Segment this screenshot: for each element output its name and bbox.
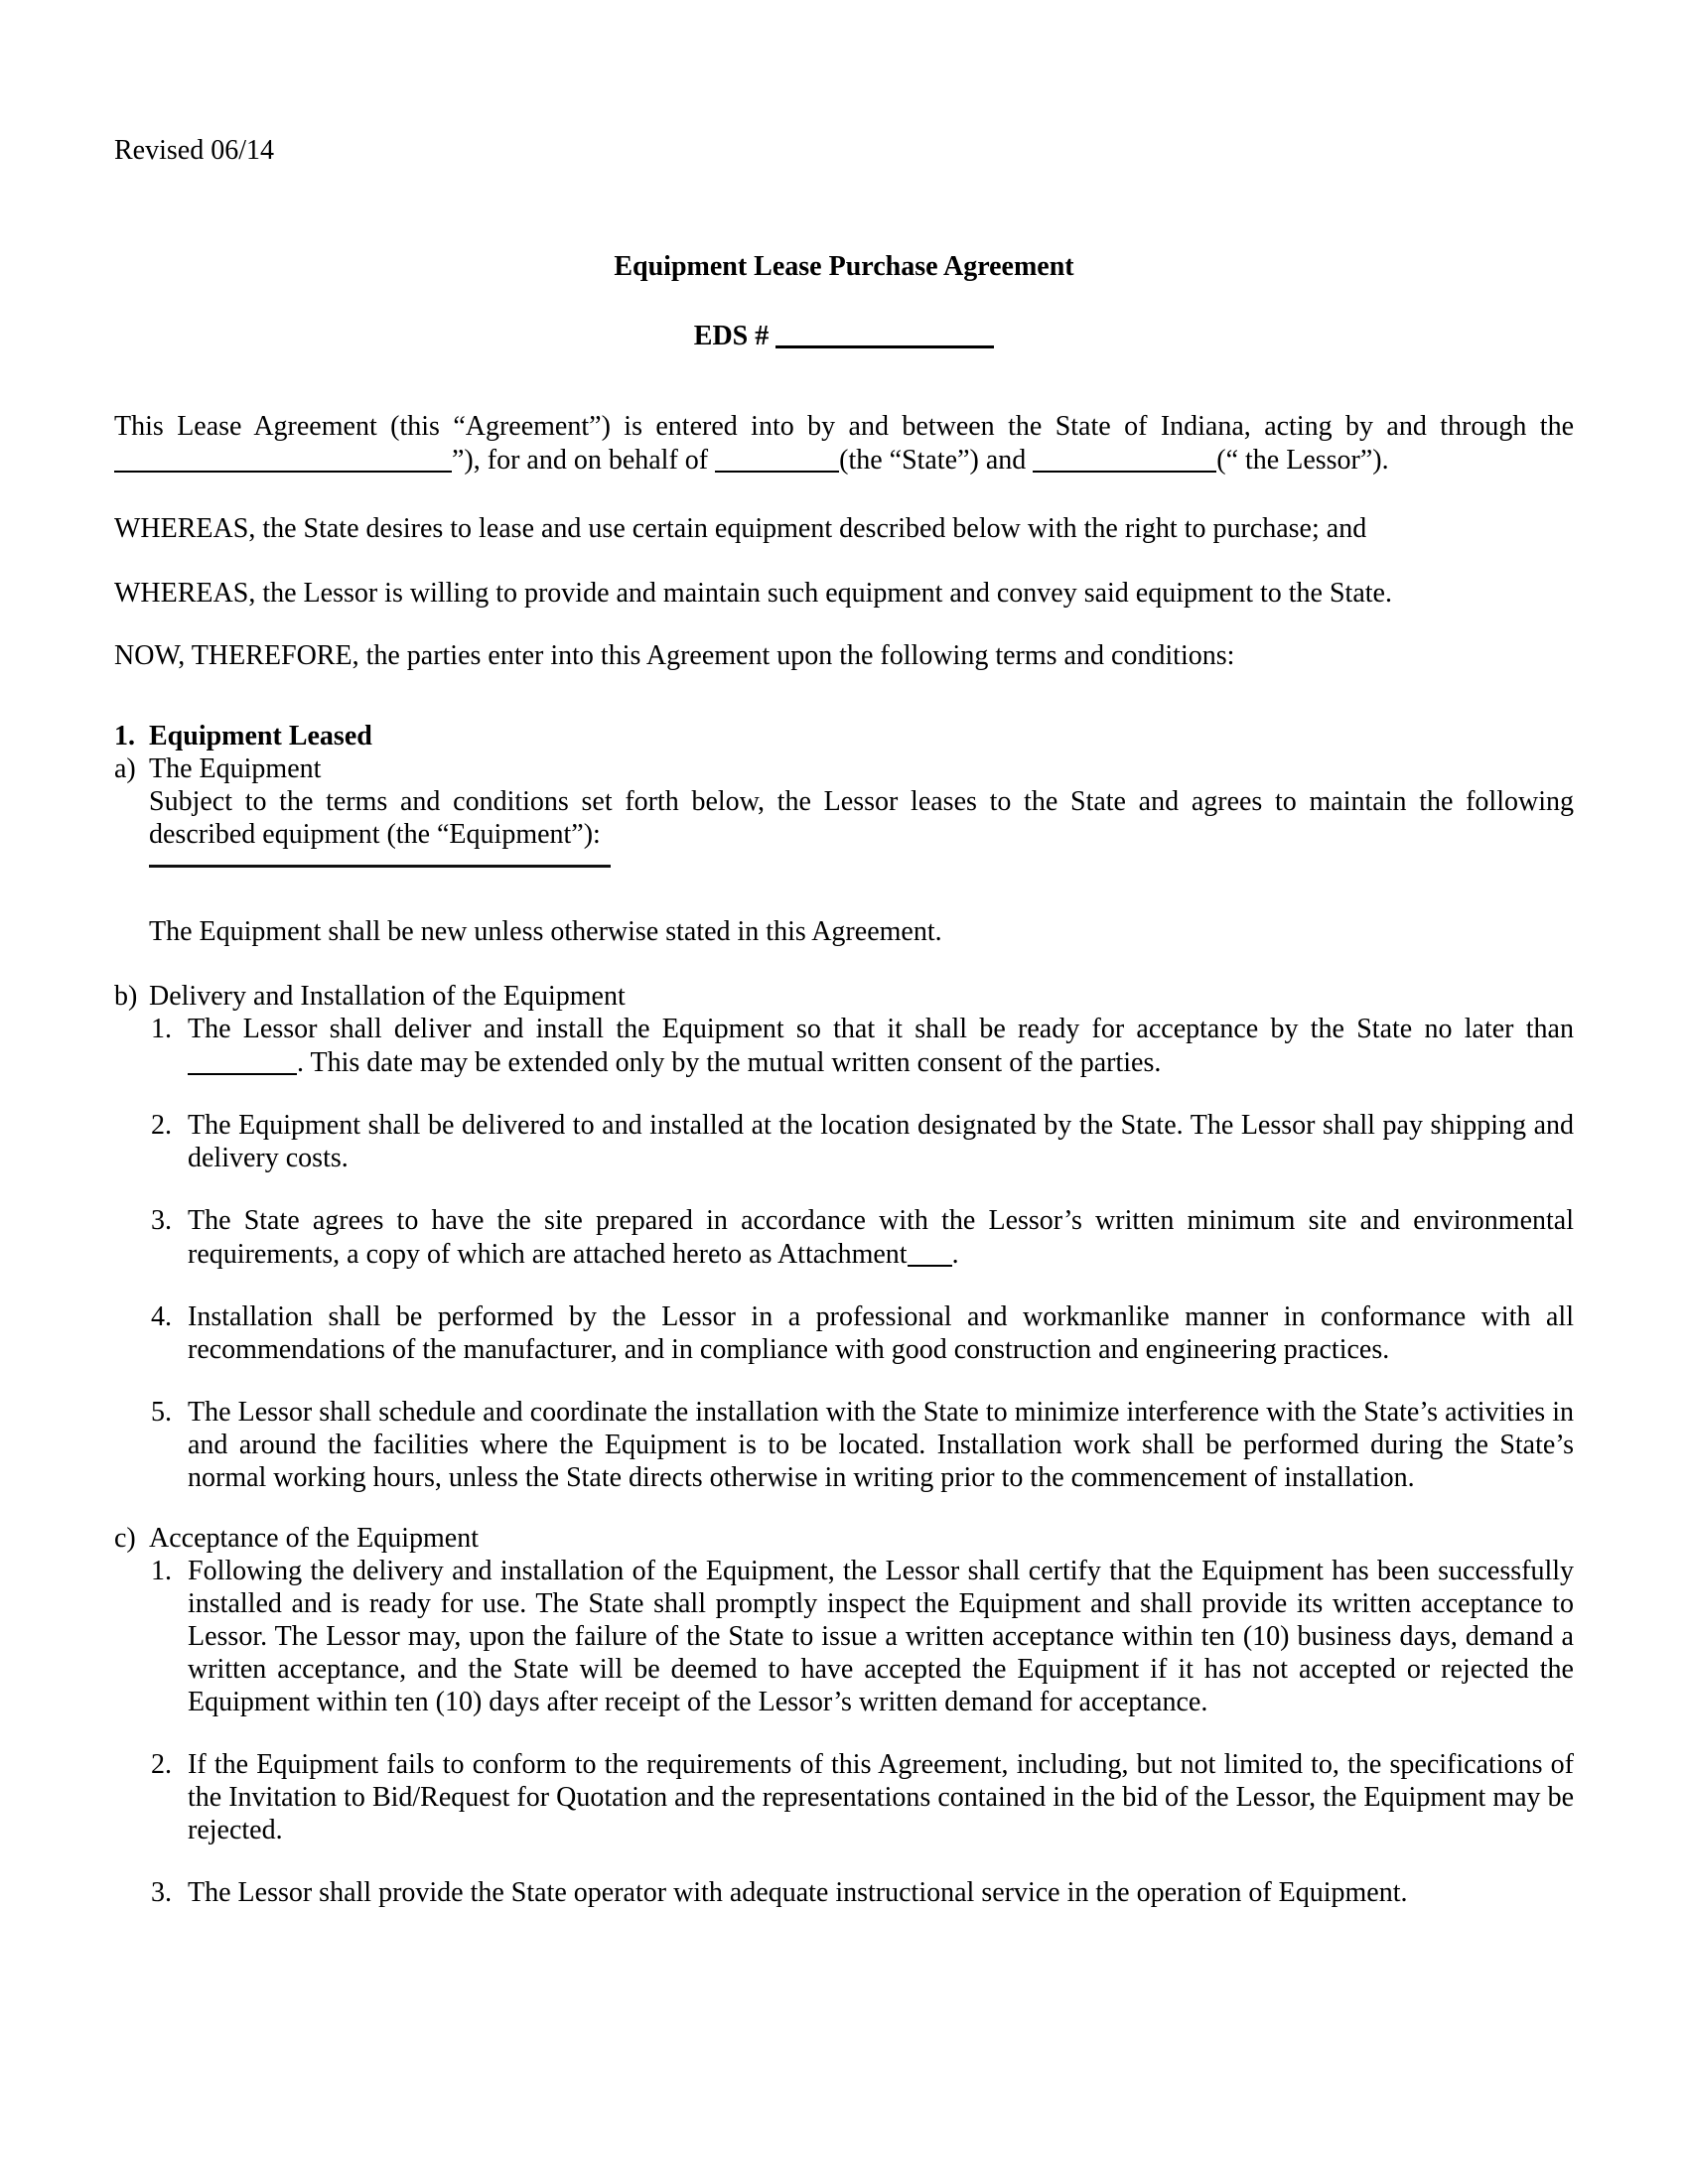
item-text: The Lessor shall schedule and coordinate the installation with the State to minimize interference with the State’s activities in and around the facilities where the Equipment is to be located. Installation work shall be performed during the State’s normal working hours, unless the State directs otherwise in writing prior to the commencement of installation. xyxy=(188,1397,1574,1493)
item-number: 2. xyxy=(151,1749,172,1780)
fill-in-blank[interactable] xyxy=(188,1045,297,1075)
subsection-c-items xyxy=(151,1555,1574,1909)
subsection-c-heading xyxy=(114,1522,1574,1555)
document-title: Equipment Lease Purchase Agreement xyxy=(614,251,1074,282)
fill-in-blank[interactable] xyxy=(1033,443,1216,473)
item-text: The State agrees to have the site prepared in accordance with the Lessor’s written minimum site and environmental requirements, a copy of which are attached hereto as Attachment . xyxy=(188,1205,1574,1270)
item-text: The Lessor shall deliver and install the Equipment so that it shall be ready for acceptance by the State no later than . This date may be extended only by the mutual written consent of the parties. xyxy=(188,1014,1574,1078)
subsection-c-label: c) xyxy=(114,1523,136,1554)
opening-paragraph: This Lease Agreement (this “Agreement”) is entered into by and between the State of Indiana, acting by and through the ”), for and on behalf of (the “State”) and (“ the Lessor”). xyxy=(114,411,1574,476)
equipment-list-blank[interactable] xyxy=(149,865,611,868)
fill-in-blank[interactable] xyxy=(908,1237,952,1267)
fill-in-blank[interactable] xyxy=(114,443,452,473)
item-text: If the Equipment fails to conform to the requirements of this Agreement, including, but not limited to, the specifications of the Invitation to Bid/Request for Quotation and the representations contained in the bid of the Lessor, the Equipment may be rejected. xyxy=(188,1749,1574,1845)
section-1-heading xyxy=(114,720,1574,752)
numbered-item xyxy=(151,1109,1574,1174)
item-number: 4. xyxy=(151,1301,172,1332)
subsection-b-title: Delivery and Installation of the Equipment xyxy=(149,981,626,1012)
now-therefore-clause: NOW, THEREFORE, the parties enter into this Agreement upon the following terms and conditions: xyxy=(114,640,1235,671)
item-number: 3. xyxy=(151,1877,172,1908)
numbered-item xyxy=(151,1204,1574,1271)
section-1-number: 1. xyxy=(114,721,135,751)
subsection-b-heading xyxy=(114,980,1574,1013)
numbered-item xyxy=(151,1876,1574,1909)
numbered-item xyxy=(151,1300,1574,1366)
item-number: 1. xyxy=(151,1556,172,1586)
equipment-new-note: The Equipment shall be new unless otherwise stated in this Agreement. xyxy=(149,916,942,947)
numbered-item xyxy=(151,1748,1574,1846)
item-number: 3. xyxy=(151,1205,172,1236)
item-number: 5. xyxy=(151,1397,172,1428)
item-text: The Lessor shall provide the State operator with adequate instructional service in the operation of Equipment. xyxy=(188,1877,1408,1908)
subsection-a-label: a) xyxy=(114,753,136,784)
subsection-b-label: b) xyxy=(114,981,138,1012)
subsection-a-title: The Equipment xyxy=(149,753,322,784)
numbered-item xyxy=(151,1396,1574,1494)
item-text: The Equipment shall be delivered to and installed at the location designated by the State. The Lessor shall pay shipping and delivery costs. xyxy=(188,1110,1574,1173)
whereas-lessor-clause: WHEREAS, the Lessor is willing to provide and maintain such equipment and convey said equipment to the State. xyxy=(114,578,1392,609)
subsection-b-items xyxy=(151,1013,1574,1494)
subsection-c-title: Acceptance of the Equipment xyxy=(149,1523,479,1554)
section-1-title: Equipment Leased xyxy=(149,721,372,751)
fill-in-blank[interactable] xyxy=(775,318,994,348)
eds-number-line: EDS # xyxy=(114,318,1574,352)
whereas-state-clause: WHEREAS, the State desires to lease and use certain equipment described below with the right to purchase; and xyxy=(114,513,1367,544)
item-number: 1. xyxy=(151,1014,172,1044)
revision-note: Revised 06/14 xyxy=(114,135,274,166)
numbered-item xyxy=(151,1013,1574,1079)
fill-in-blank[interactable] xyxy=(715,443,839,473)
subsection-a-heading xyxy=(114,752,1574,785)
item-text: Following the delivery and installation of the Equipment, the Lessor shall certify that the Equipment has been successfully installed and is ready for use. The State shall promptly inspect the Equipment and shall provide its written acceptance to Lessor. The Lessor may, upon the failure of the State to issue a written acceptance within ten (10) business days, demand a written acceptance, and the State will be deemed to have accepted the Equipment if it has not accepted or rejected the Equipment within ten (10) days after receipt of the Lessor’s written demand for acceptance. xyxy=(188,1556,1574,1717)
item-number: 2. xyxy=(151,1110,172,1141)
equipment-description-text: Subject to the terms and conditions set forth below, the Lessor leases to the State and agrees to maintain the following described equipment (the “Equipment”): xyxy=(149,786,1574,850)
numbered-item xyxy=(151,1555,1574,1718)
item-text: Installation shall be performed by the Lessor in a professional and workmanlike manner in conformance with all recommendations of the manufacturer, and in compliance with good construction and engineering practices. xyxy=(188,1301,1574,1365)
